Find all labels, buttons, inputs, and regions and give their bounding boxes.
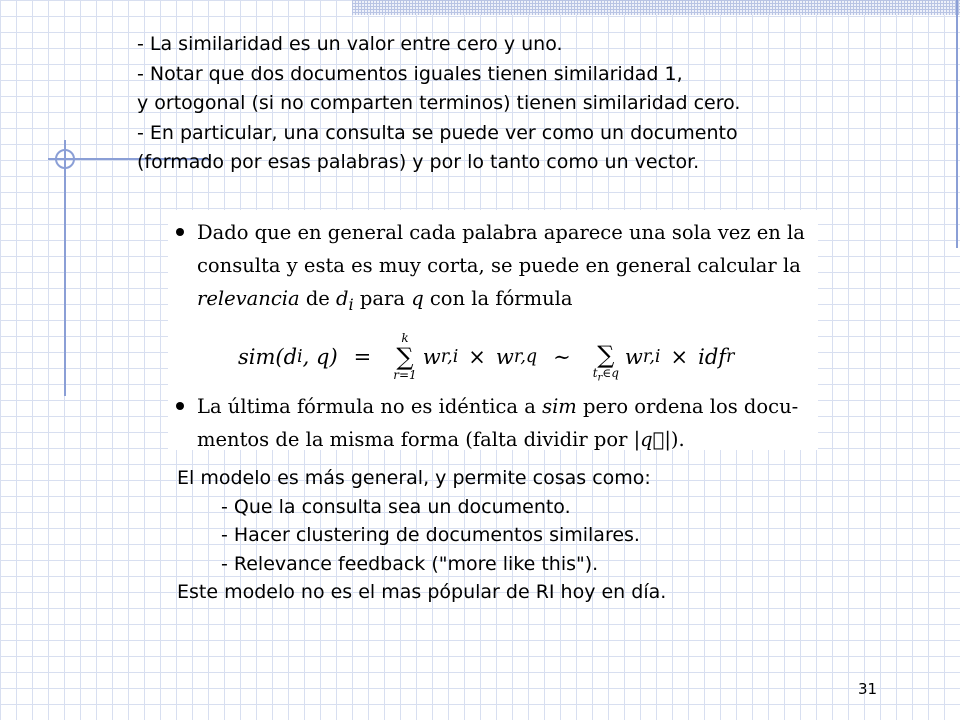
conclusion-line: Este modelo no es el mas pópular de RI hoy en día.	[177, 581, 667, 603]
conclusion-text-block	[177, 464, 877, 607]
intro-line: - Notar que dos documentos iguales tienen similaridad 1,	[137, 62, 683, 85]
conclusion-line: El modelo es más general, y permite cosas como:	[177, 467, 651, 489]
decorative-vertical-line-left	[64, 140, 66, 396]
bullet-item-last-formula	[176, 390, 798, 456]
bullet-item-relevance	[176, 216, 805, 321]
intro-line: - En particular, una consulta se puede ver como un documento	[137, 121, 738, 144]
summation-symbol: k ∑ r=1	[393, 331, 417, 382]
intro-line: y ortogonal (si no comparten terminos) tienen similaridad cero.	[137, 92, 741, 114]
intro-line: - La similaridad es un valor entre cero y uno.	[137, 33, 563, 55]
page-number: 31	[858, 680, 878, 698]
bullet-text: Dado que en general cada palabra aparece una sola vez en la consulta y esta es muy corta, se puede en general calcular la relevancia de $d_i$ para q con la fórmula	[197, 221, 805, 314]
bullet-text: La última fórmula no es idéntica a sim pero ordena los docu- mentos de la misma forma (falta dividir por |q⃗|).	[197, 395, 799, 451]
similarity-formula: sim(d i , q) = k ∑ r=1 w r,i × w r,q ∼ ∑ $t_r\in q$ w r,i × idf r	[238, 331, 735, 384]
scanned-formula-block	[168, 210, 818, 450]
decorative-circle	[55, 149, 75, 169]
conclusion-item: - Relevance feedback ("more like this").	[221, 552, 599, 575]
bullet-dot-icon	[176, 228, 184, 236]
intro-line: (formado por esas palabras) y por lo tanto como un vector.	[137, 151, 700, 173]
intro-text-block	[137, 30, 937, 178]
decorative-vertical-line-right	[956, 0, 958, 248]
summation-symbol: ∑ $t_r\in q$	[592, 340, 619, 384]
bullet-dot-icon	[176, 402, 184, 410]
conclusion-item: - Hacer clustering de documentos similares.	[221, 524, 640, 546]
conclusion-item: - Que la consulta sea un documento.	[221, 495, 571, 518]
decorative-band	[352, 0, 960, 15]
